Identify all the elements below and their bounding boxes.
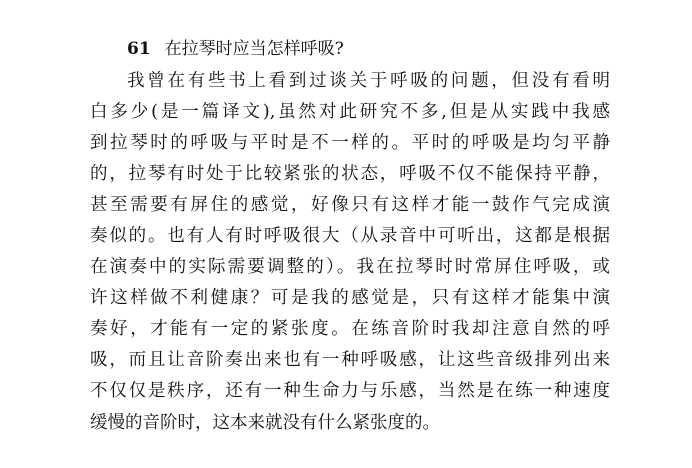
section-heading [127, 36, 344, 62]
section-number: 61 [127, 39, 151, 59]
paragraph-line: 我曾在有些书上看到过谈关于呼吸的问题，但没有看明 [127, 71, 610, 91]
body-paragraph [90, 66, 610, 439]
paragraph-line: 缓慢的音阶时，这本来就没有什么紧张度的。 [90, 413, 440, 433]
paragraph-line: 奏好，才能有一定的紧张度。在练音阶时我却注意自然的呼 [90, 319, 610, 339]
paragraph-line: 到拉琴时的呼吸与平时是不一样的。平时的呼吸是均匀平静 [90, 133, 610, 153]
paragraph-line: 的，拉琴有时处于比较紧张的状态，呼吸不仅不能保持平静， [90, 164, 610, 184]
paragraph-line: 白多少(是一篇译文),虽然对此研究不多,但是从实践中我感 [90, 102, 610, 122]
paragraph-line: 奏似的。也有人有时呼吸很大（从录音中可听出，这都是根据 [90, 226, 610, 246]
paragraph-line: 在演奏中的实际需要调整的）。我在拉琴时时常屏住呼吸，或 [90, 257, 610, 277]
paragraph-line: 许这样做不利健康？可是我的感觉是，只有这样才能集中演 [90, 288, 610, 308]
paragraph-line: 吸，而且让音阶奏出来也有一种呼吸感，让这些音级排列出来 [90, 350, 610, 370]
section-title: 在拉琴时应当怎样呼吸? [164, 39, 344, 59]
paragraph-line: 甚至需要有屏住的感觉，好像只有这样才能一鼓作气完成演 [90, 195, 610, 215]
paragraph-line: 不仅仅是秩序，还有一种生命力与乐感，当然是在练一种速度 [90, 381, 610, 401]
